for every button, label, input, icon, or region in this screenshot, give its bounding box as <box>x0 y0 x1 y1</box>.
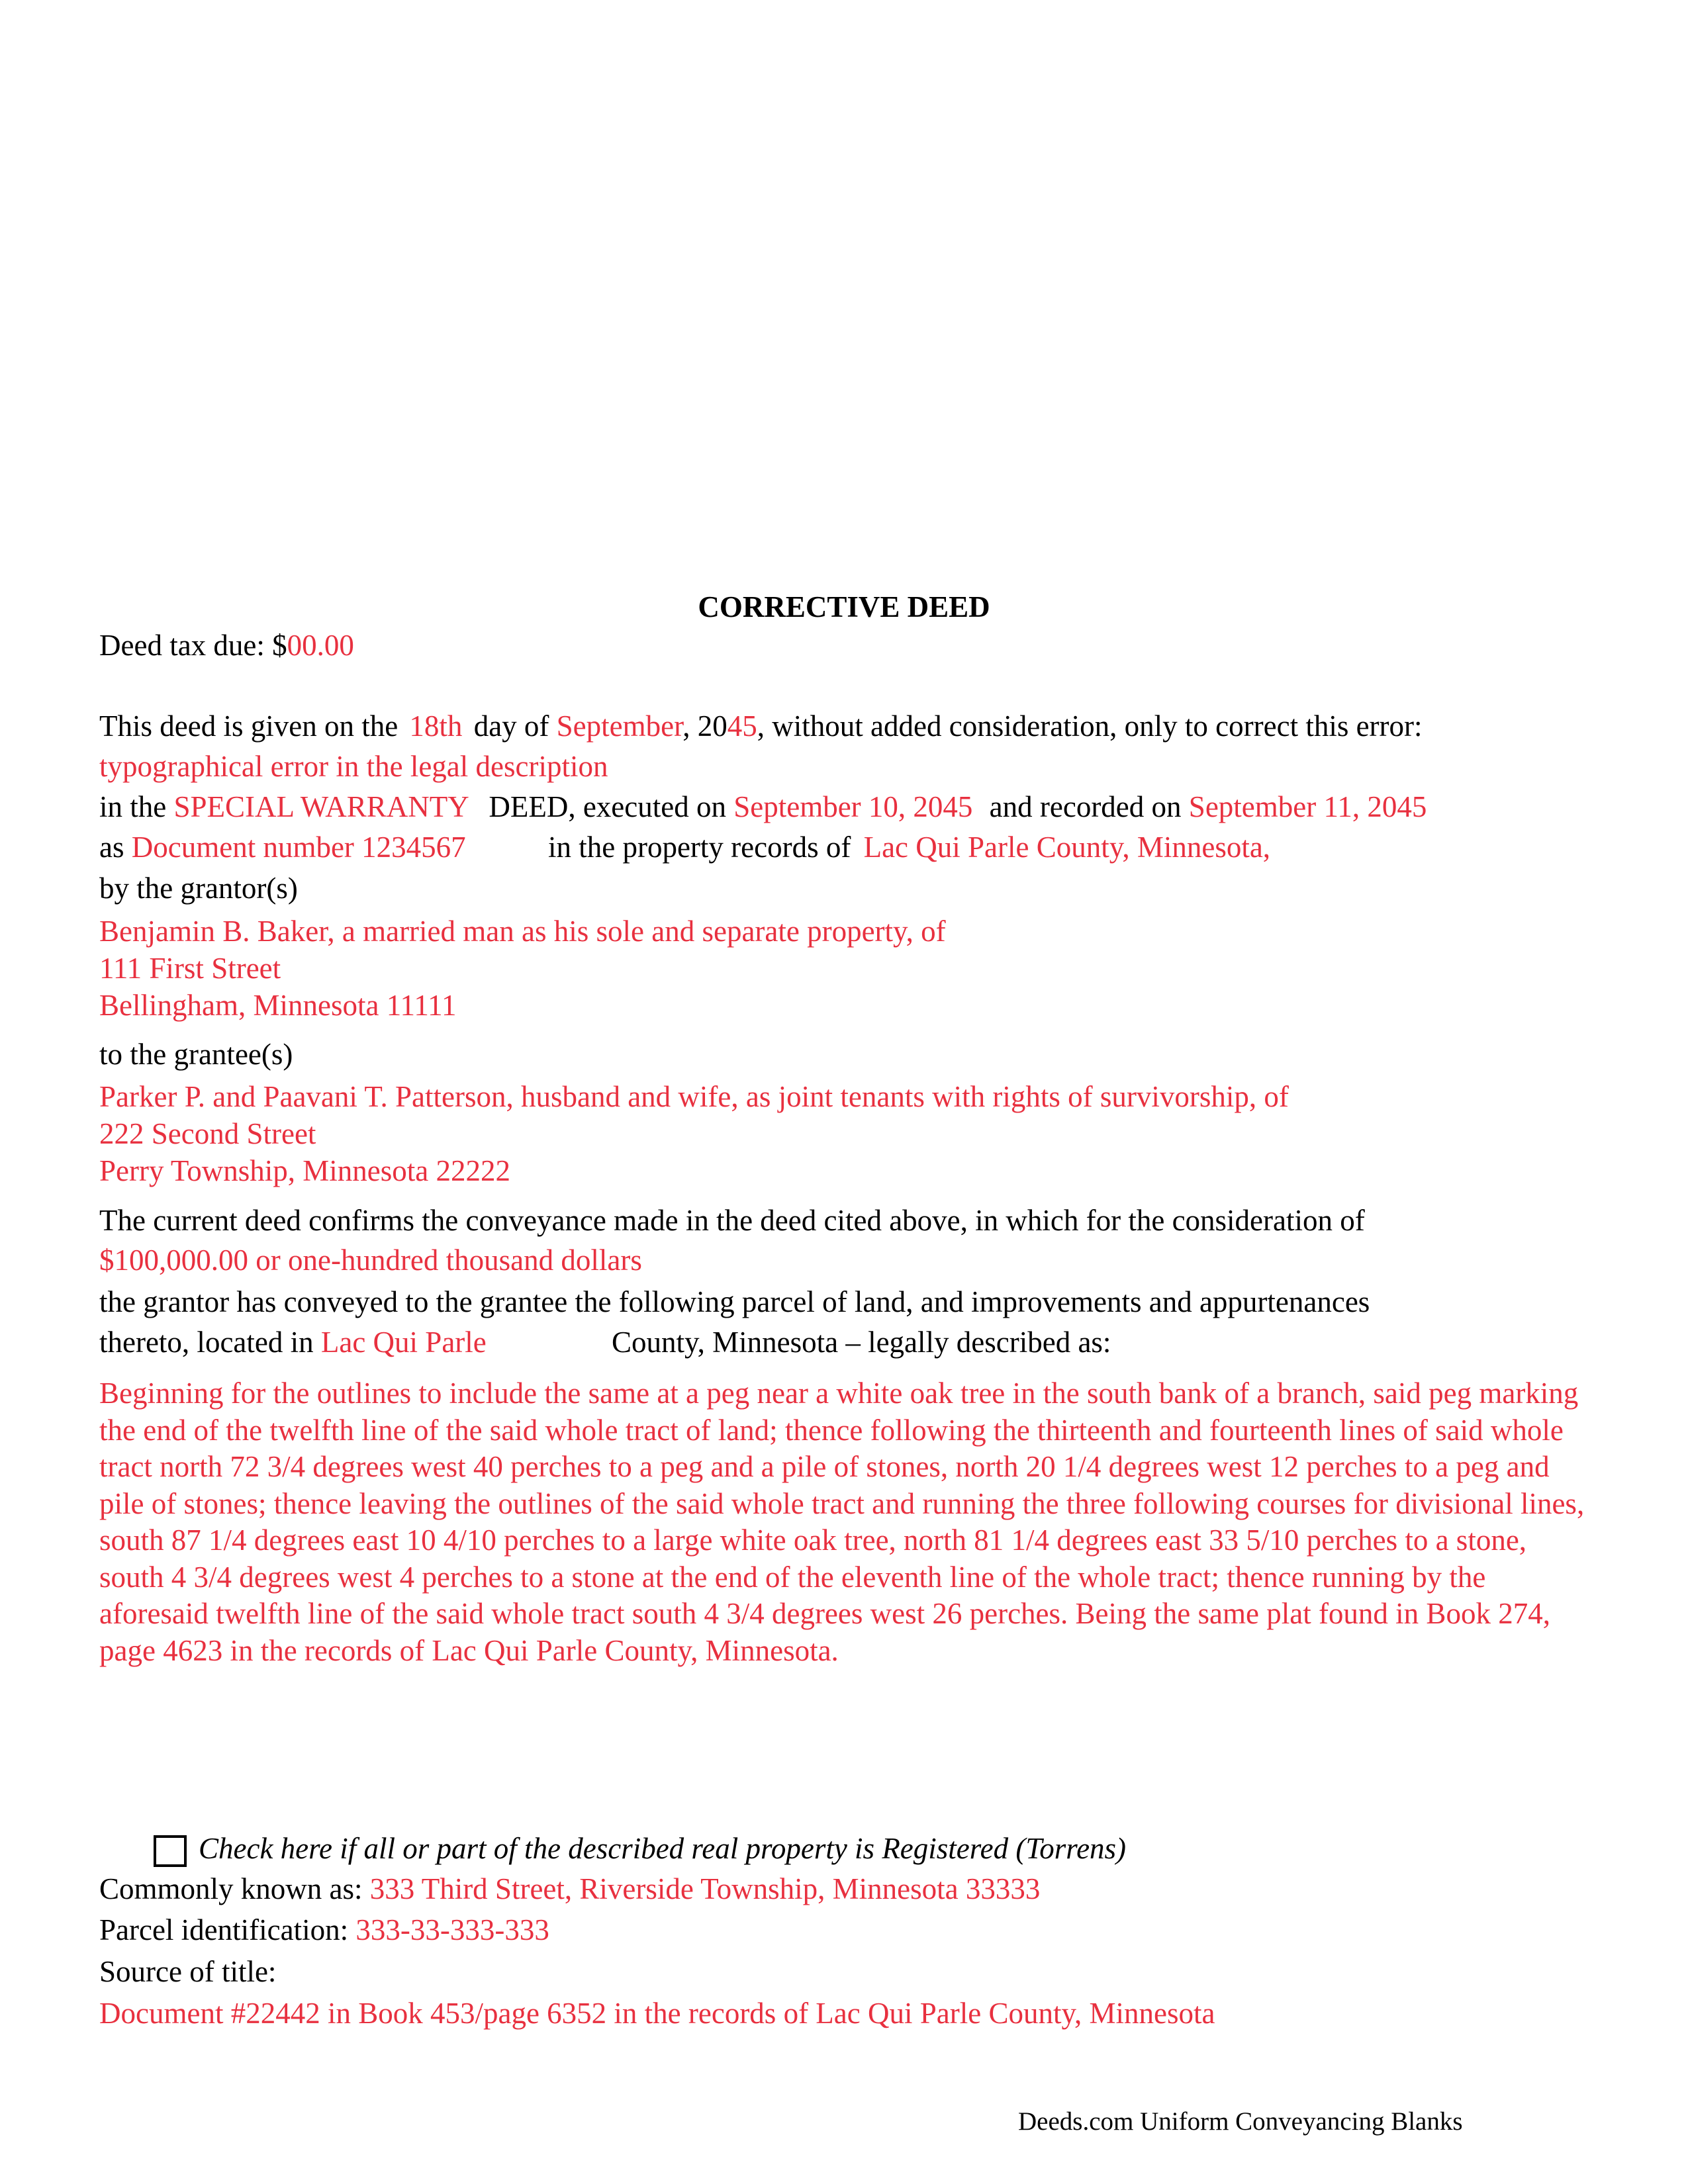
torrens-checkbox[interactable] <box>154 1835 187 1867</box>
conveyance-line2-suffix: County, Minnesota – legally described as: <box>612 1326 1111 1359</box>
grantee-label: to the grantee(s) <box>99 1038 293 1071</box>
given-prefix: This deed is given on the <box>99 709 399 743</box>
prior-in-the: in the <box>99 790 167 823</box>
consideration-amount: $100,000.00 or one-hundred thousand dollars <box>99 1244 642 1277</box>
prior-deed-executed: DEED, executed on <box>489 790 726 823</box>
consideration-intro: The current deed confirms the conveyance made in the deed cited above, in which for the consideration of <box>99 1204 1365 1237</box>
footer-text: Deeds.com Uniform Conveyancing Blanks <box>1018 2107 1463 2136</box>
records-line <box>548 829 1270 865</box>
deed-tax-label: Deed tax due: $ <box>99 629 287 662</box>
given-year-suffix: 45 <box>727 709 757 743</box>
deed-tax-line <box>99 627 354 663</box>
parcel-value: 333-33-333-333 <box>355 1913 549 1946</box>
source-title-value: Document #22442 in Book 453/page 6352 in the records of Lac Qui Parle County, Minnesota <box>99 1997 1215 2030</box>
torrens-label: Check here if all or part of the described real property is Registered (Torrens) <box>199 1832 1127 1865</box>
grantor-city: Bellingham, Minnesota 11111 <box>99 989 457 1022</box>
grantor-street: 111 First Street <box>99 952 281 985</box>
deed-tax-amount: 00.00 <box>287 629 354 662</box>
prior-recorded-date: September 11, 2045 <box>1188 790 1427 823</box>
page-title: CORRECTIVE DEED <box>698 590 990 623</box>
doc-as: as <box>99 831 124 864</box>
document-line <box>99 829 466 865</box>
prior-deed-line <box>99 789 1427 825</box>
grantor-name: Benjamin B. Baker, a married man as his sole and separate property, of <box>99 915 946 948</box>
records-label: in the property records of <box>548 831 851 864</box>
given-day: 18th <box>409 709 463 743</box>
parcel-label: Parcel identification: <box>99 1913 349 1946</box>
grantee-street: 222 Second Street <box>99 1117 316 1150</box>
grantee-name: Parker P. and Paavani T. Patterson, husband and wife, as joint tenants with rights of survivorship, of <box>99 1080 1289 1113</box>
conveyance-line1: the grantor has conveyed to the grantee the following parcel of land, and improvements and appurtenances <box>99 1285 1370 1318</box>
given-day-of: day of <box>473 709 549 743</box>
commonly-known-line <box>99 1871 1040 1907</box>
prior-deed-type: SPECIAL WARRANTY <box>173 790 469 823</box>
grantor-label: by the grantor(s) <box>99 872 298 905</box>
parcel-line <box>99 1912 549 1948</box>
error-description: typographical error in the legal description <box>99 750 608 783</box>
conveyance-line2-prefix <box>99 1324 487 1360</box>
commonly-known-value: 333 Third Street, Riverside Township, Minnesota 33333 <box>369 1872 1041 1905</box>
prior-executed-date: September 10, 2045 <box>733 790 973 823</box>
doc-number: Document number 1234567 <box>131 831 466 864</box>
grantee-city: Perry Township, Minnesota 22222 <box>99 1154 510 1187</box>
commonly-known-label: Commonly known as: <box>99 1872 363 1905</box>
given-on-line <box>99 708 1423 744</box>
conveyance-county: Lac Qui Parle <box>320 1326 487 1359</box>
conveyance-located-in: thereto, located in <box>99 1326 314 1359</box>
given-suffix: , without added consideration, only to correct this error: <box>757 709 1423 743</box>
prior-recorded-label: and recorded on <box>989 790 1182 823</box>
records-county: Lac Qui Parle County, Minnesota, <box>863 831 1271 864</box>
given-year-prefix: , 20 <box>682 709 727 743</box>
given-month: September <box>556 709 683 743</box>
source-title-label: Source of title: <box>99 1955 277 1988</box>
legal-description: Beginning for the outlines to include the same at a peg near a white oak tree in the south bank of a branch, said peg marking the end of the twelfth line of the said whole tract of land; thence following the thirteenth and fourteenth lines of said whole tract north 72 3/4 degrees west 40 perches to a peg and a pile of stones, north 20 1/4 degrees west 12 perches to a peg and pile of stones; thence leaving the outlines of the said whole tract and running the three following courses for divisional lines, south 87 1/4 degrees east 10 4/10 perches to a large white oak tree, north 81 1/4 degrees east 33 5/10 perches to a stone, south 4 3/4 degrees west 4 perches to a stone at the end of the eleventh line of the whole tract; thence running by the aforesaid twelfth line of the said whole tract south 4 3/4 degrees west 26 perches. Being the same plat found in Book 274, page 4623 in the records of Lac Qui Parle County, Minnesota. <box>99 1377 1585 1667</box>
